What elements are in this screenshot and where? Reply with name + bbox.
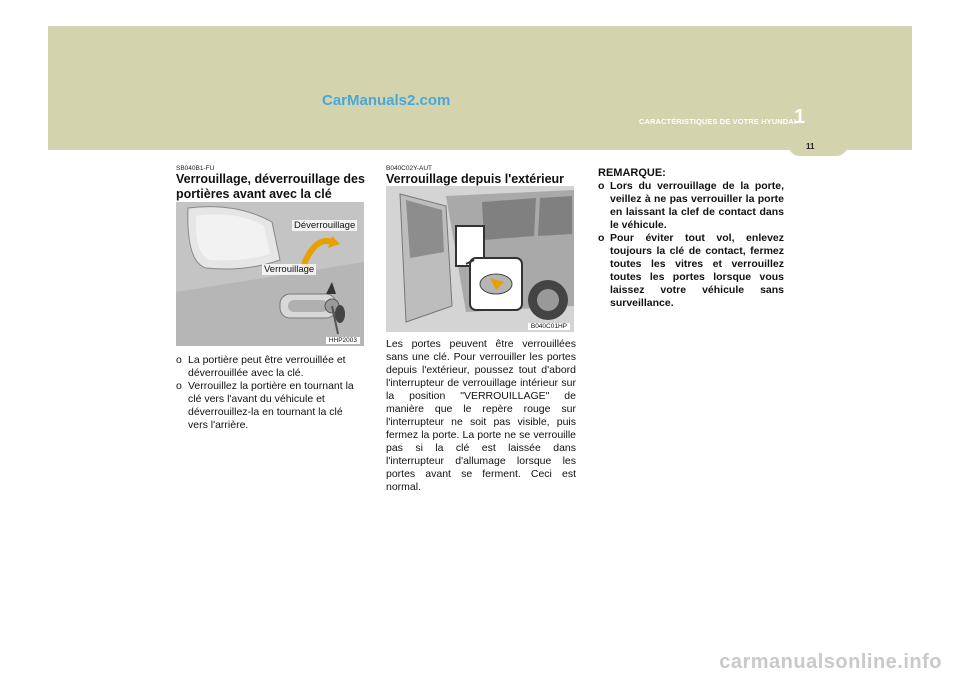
figure-car-door [386, 186, 574, 332]
label-unlock: Déverrouillage [294, 220, 356, 231]
section-heading: Verrouillage, déverrouillage des portières avant avec la clé [176, 172, 365, 201]
body-paragraph: Les portes peuvent être verrouillées sans une clé. Pour verrouiller les portes depuis l'extérieur, poussez tout d'abord l'interrupteur de verrouillage intérieur sur la position "VERROUILLAGE" de manière que le repère rouge sur l'interrupteur ne soit pas visible, puis fermez la porte. La porte ne se verrouille pas si la clé est laissée dans l'interrupteur d'allumage lorsque les portes avant se ferment. Ceci est normal. [386, 338, 576, 493]
figure-tag: HHP2003 [326, 337, 360, 344]
bullet-list [176, 354, 364, 432]
watermark-top[interactable]: CarManuals2.com [322, 92, 451, 109]
label-lock: Verrouillage [264, 264, 315, 275]
remark-item: o Pour éviter tout vol, enlevez toujours la clé de contact, fermez toutes les vitres et verrouillez toutes les portes lorsque vous laissez votre véhicule sans surveillance. [598, 232, 784, 310]
remark-list [598, 180, 784, 310]
section-code: B040C02Y-AUT [386, 165, 433, 172]
page-tab [788, 128, 848, 156]
car-door-illustration [386, 186, 574, 332]
page-number: 11 [806, 142, 815, 151]
chapter-header-band [48, 26, 912, 150]
section-code: SB040B1-FU [176, 165, 215, 172]
bullet-item: o Verrouillez la portière en tournant la clé vers l'avant du véhicule et déverrouillez-la en tournant la clé vers l'arrière. [176, 380, 364, 432]
chapter-title: CARACTÉRISTIQUES DE VOTRE HYUNDAI [638, 117, 796, 126]
bullet-item: o La portière peut être verrouillée et déverrouillée avec la clé. [176, 354, 364, 380]
remark-item: o Lors du verrouillage de la porte, veillez à ne pas verrouiller la porte en laissant la clef de contact dans le véhicule. [598, 180, 784, 232]
figure-door-lock [176, 202, 364, 346]
watermark-bottom[interactable]: carmanualsonline.info [719, 651, 942, 673]
remark-title: REMARQUE: [598, 167, 666, 179]
figure-tag: B040C01HP [528, 323, 570, 330]
section-heading: Verrouillage depuis l'extérieur [386, 172, 565, 186]
chapter-number: 1 [794, 106, 806, 128]
